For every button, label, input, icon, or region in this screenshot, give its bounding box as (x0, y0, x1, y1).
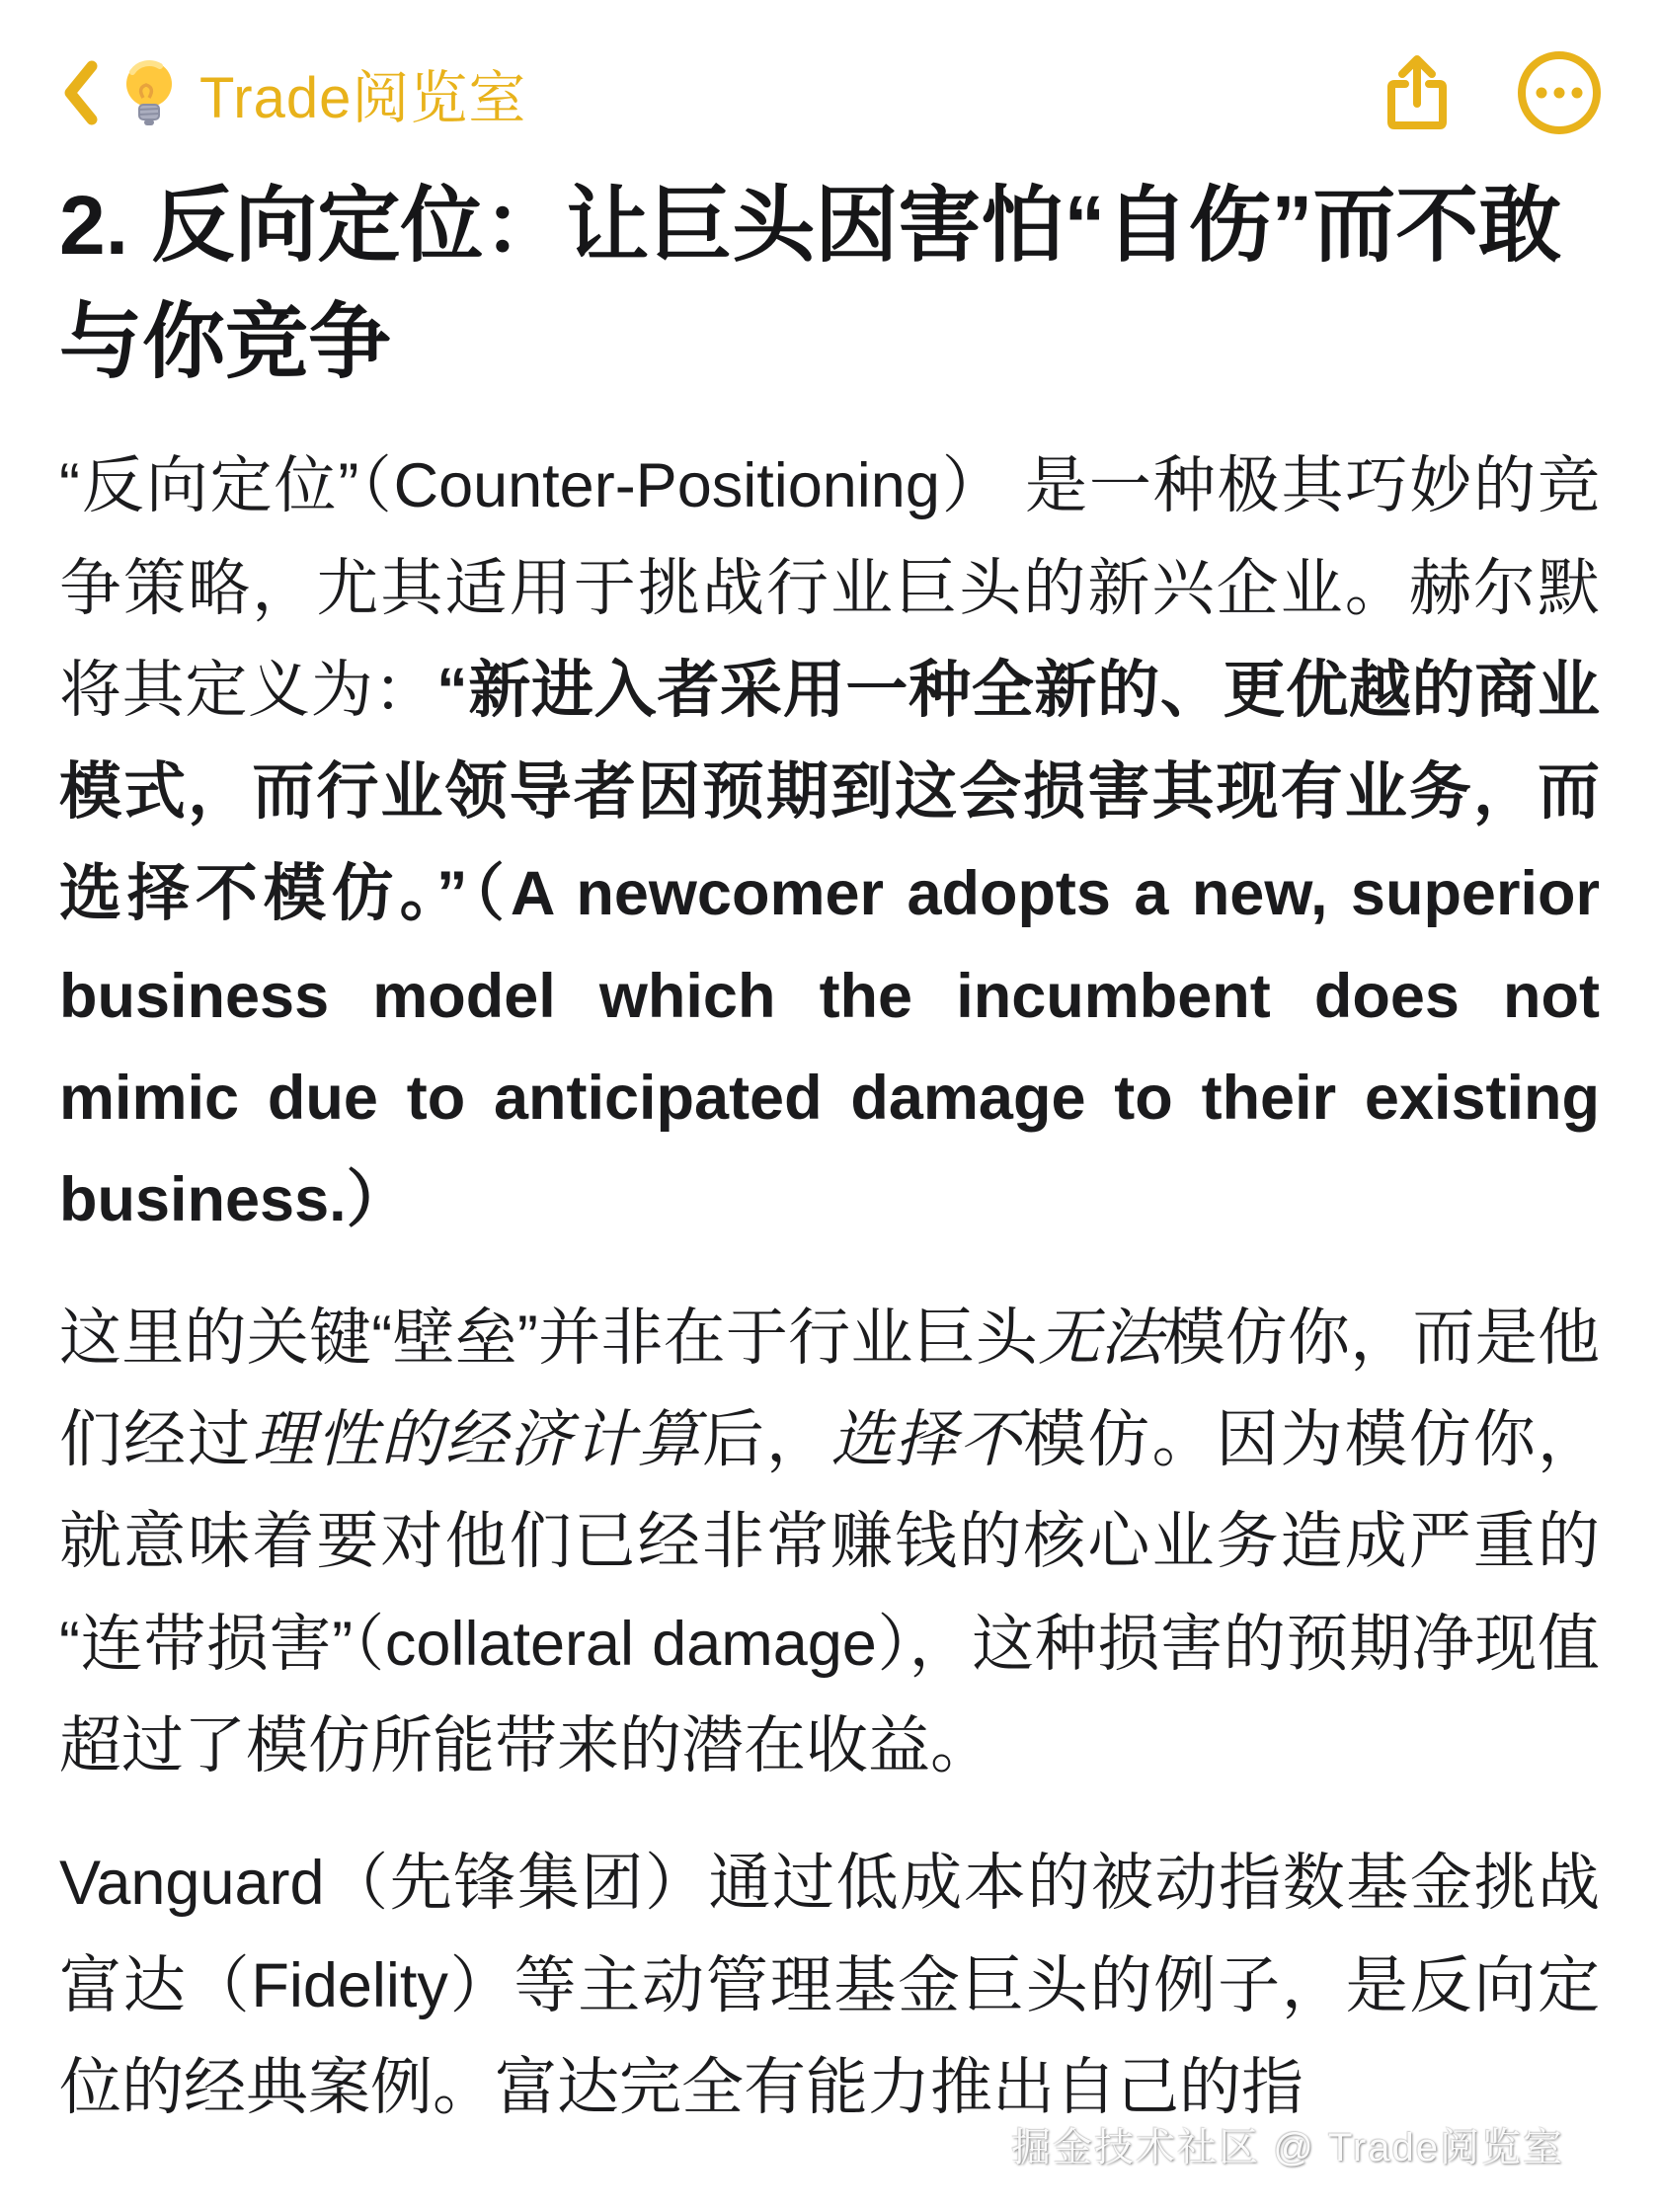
article-content (59, 148, 1600, 2139)
channel-title[interactable]: Trade阅览室 (199, 66, 527, 130)
share-export-icon (1384, 121, 1450, 136)
nav-bar (61, 47, 1602, 138)
paragraph2-em3: 选择不 (830, 1405, 1024, 1474)
article-heading: 2. 反向定位：让巨头因害怕“自伤”而不敢与你竞争 (59, 179, 1562, 388)
paragraph1-bold-quote: “新进入者采用一种全新的、更优越的商业模式，而行业领导者因预期到这会损害其现有业务，而选择不模仿。”（A newcomer adopts a new, superior business model which the incumbent does not mimic due to anticipated damage to their existing business.） (59, 655, 1600, 1235)
paragraph2-em1: 无法 (1038, 1303, 1163, 1373)
nav-right-group (1384, 50, 1602, 135)
share-button[interactable] (1384, 52, 1450, 133)
more-ellipsis-circle-icon (1517, 123, 1602, 138)
chevron-left-icon (61, 115, 99, 129)
more-button[interactable] (1517, 50, 1602, 135)
paragraph2-seg4: 模仿。因为模仿你，就意味着要对他们已经非常赚钱的核心业务造成严重的“连带损害”（collateral damage），这种损害的预期净现值超过了模仿所能带来的潜在收益。 (59, 1405, 1601, 1780)
nav-left-group (61, 51, 526, 134)
paragraph2-em2: 理性的经济计算 (252, 1405, 702, 1474)
back-button[interactable] (61, 59, 99, 126)
paragraph-barrier-explanation (59, 1288, 1600, 1798)
paragraph2-seg3: 后， (701, 1405, 831, 1474)
paragraph-vanguard-example: Vanguard（先锋集团）通过低成本的被动指数基金挑战富达（Fidelity）等主动管理基金巨头的例子，是反向定位的经典案例。富达完全有能力推出自己的指 (59, 1849, 1600, 2122)
paragraph2-seg1: 这里的关键“壁垒”并非在于行业巨头 (59, 1303, 1039, 1373)
lightbulb-icon (120, 58, 178, 127)
paragraph2-seg2: 模仿你，而是他们经过 (59, 1303, 1600, 1474)
paragraph-definition (59, 435, 1600, 1252)
paragraph1-intro: “反向定位”（Counter-Positioning） 是一种极其巧妙的竞争策略，尤其适用于挑战行业巨头的新兴企业。赫尔默将其定义为： (59, 451, 1600, 725)
watermark: 掘金技术社区 @ Trade阅览室 (1011, 2126, 1564, 2170)
